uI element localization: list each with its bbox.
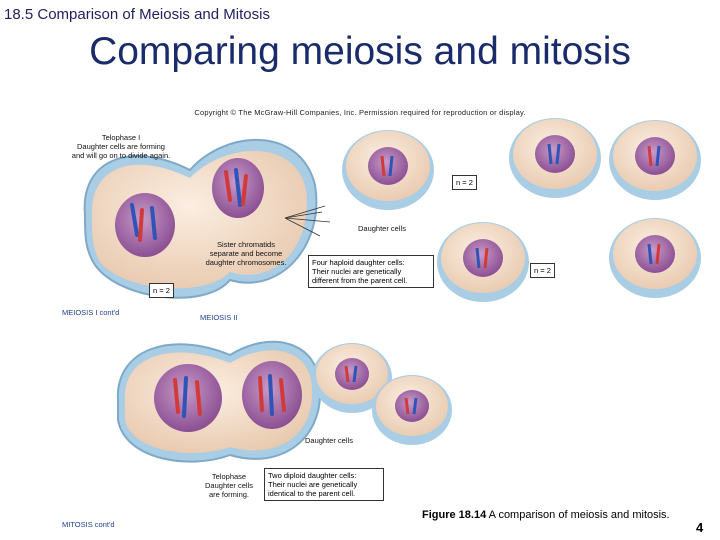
meiosis1-label: MEIOSIS I cont'd (62, 308, 120, 317)
telophase-label: Telophase Daughter cells are forming. (205, 472, 253, 499)
page-number: 4 (696, 520, 704, 535)
nucleus (154, 364, 222, 432)
daughter-cell (609, 218, 701, 298)
caption-text: A comparison of meiosis and mitosis. (486, 509, 670, 521)
n-badge: n = 2 (530, 263, 555, 278)
nucleus (115, 193, 175, 257)
mitosis-label: MITOSIS cont'd (62, 520, 115, 529)
daughter-cells-label: Daughter cells (305, 436, 353, 445)
page-title: Comparing meiosis and mitosis (89, 30, 631, 73)
four-haploid-box: Four haploid daughter cells: Their nuclei are genetically different from the parent cell. (308, 255, 434, 288)
n-badge: n = 2 (452, 175, 477, 190)
copyright-notice: Copyright © The McGraw-Hill Companies, Inc. Permission required for reproduction or display. (194, 108, 526, 117)
telophase1-label: Telophase I Daughter cells are forming and will go on to divide again. (71, 133, 171, 160)
two-diploid-box: Two diploid daughter cells: Their nuclei are genetically identical to the parent cell. (264, 468, 384, 501)
daughter-cells-label: Daughter cells (358, 224, 406, 233)
telophase1-cell (85, 140, 317, 298)
section-title: 18.5 Comparison of Meiosis and Mitosis (4, 6, 270, 23)
figure-caption (422, 509, 670, 521)
sister-chromatids-label: Sister chromatids separate and become daughter chromosomes. (205, 240, 287, 267)
mitosis-telophase-cell (118, 342, 320, 462)
figure-number: Figure 18.14 (422, 509, 487, 521)
daughter-cell (437, 222, 529, 302)
daughter-cell (609, 120, 701, 200)
daughter-cell (509, 118, 601, 198)
daughter-cell (372, 375, 452, 445)
meiosis2-label: MEIOSIS II (200, 313, 238, 322)
daughter-cell (342, 130, 434, 210)
n-badge: n = 2 (149, 283, 174, 298)
